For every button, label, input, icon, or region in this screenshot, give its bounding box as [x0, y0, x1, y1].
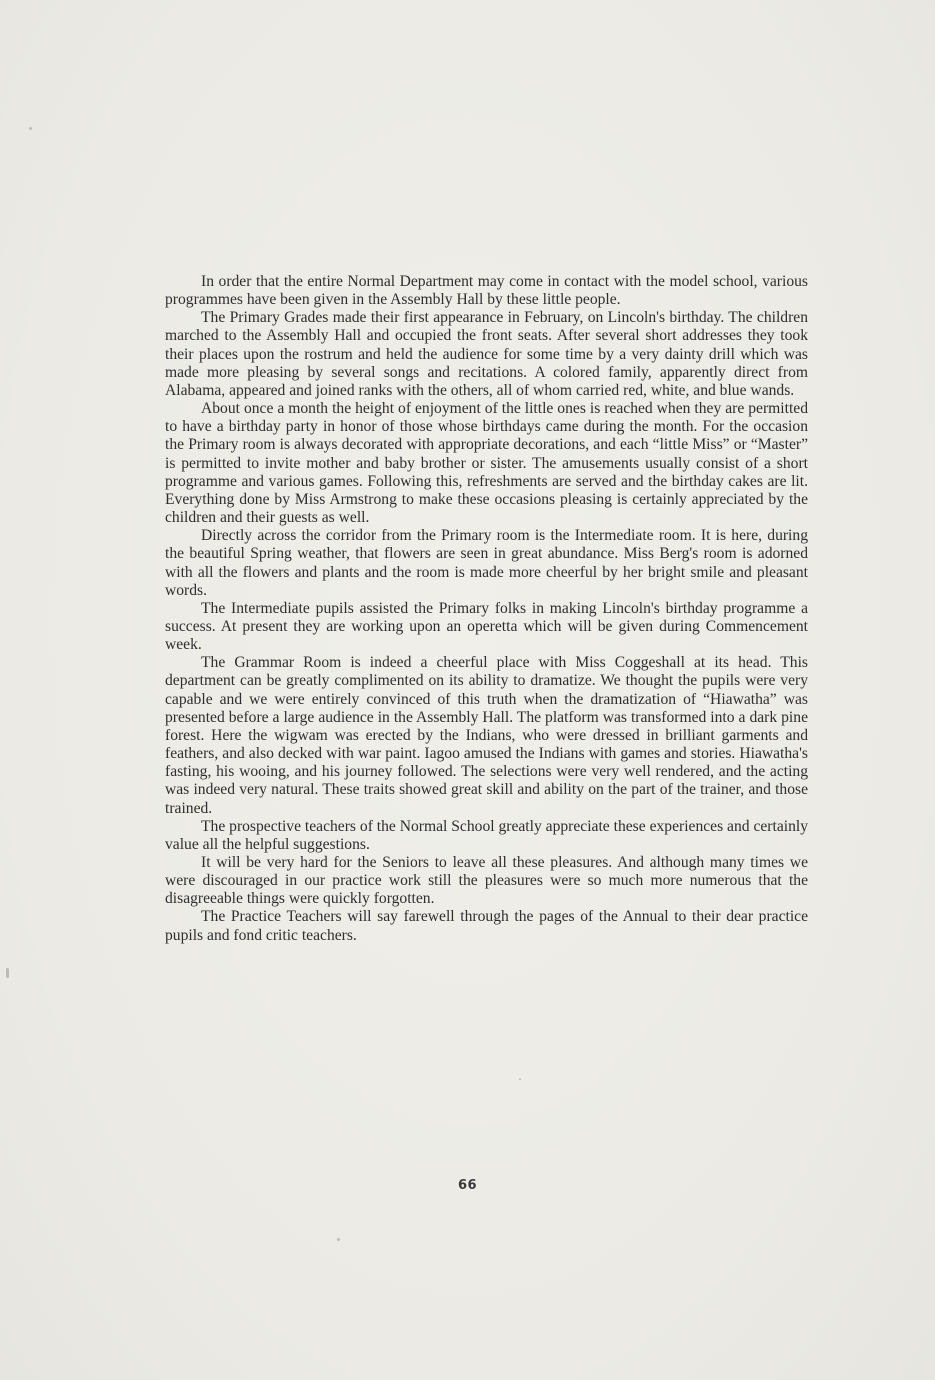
paragraph: In order that the entire Normal Department may come in contact with the model school, various programmes have been given in the Assembly Hall by these little people.: [165, 273, 808, 309]
paragraph: The Primary Grades made their first appearance in February, on Lincoln's birthday. The children marched to the Assembly Hall and occupied the front seats. After several short addresses they took their places upon the rostrum and held the audience for some time by a very dainty drill which was made more pleasing by several songs and recitations. A colored family, apparently direct from Alabama, appeared and joined ranks with the others, all of whom carried red, white, and blue wands.: [165, 309, 808, 399]
paragraph: The Intermediate pupils assisted the Primary folks in making Lincoln's birthday programme a success. At present they are working upon an operetta which will be given during Commencement week.: [165, 599, 808, 654]
paper-speck: [337, 1238, 340, 1241]
paragraph: About once a month the height of enjoyment of the little ones is reached when they are permitted to have a birthday party in honor of those whose birthdays came during the month. For the occasion the Primary room is always decorated with appropriate decorations, and each “little Miss” or “Master” is permitted to invite mother and baby brother or sister. The amusements usually consist of a short programme and various games. Following this, refreshments are served and the birthday cakes are lit. Everything done by Miss Armstrong to make these occasions pleasing is certainly appreciated by the children and their guests as well.: [165, 400, 808, 527]
paragraph: The Grammar Room is indeed a cheerful place with Miss Coggeshall at its head. This department can be greatly complimented on its ability to dramatize. We thought the pupils were very capable and we were entirely convinced of this truth when the dramatization of “Hiawatha” was presented before a large audience in the Assembly Hall. The platform was transformed into a dark pine forest. Here the wigwam was erected by the Indians, who were dressed in brilliant garments and feathers, and also decked with war paint. Iagoo amused the Indians with games and stories. Hiawatha's fasting, his wooing, and his journey followed. The selections were very well rendered, and the acting was indeed very natural. These traits showed great skill and ability on the part of the trainer, and those trained.: [165, 654, 808, 817]
paper-speck: [6, 968, 9, 978]
paragraph: The prospective teachers of the Normal School greatly appreciate these experiences and certainly value all the helpful suggestions.: [165, 817, 809, 853]
paragraph: The Practice Teachers will say farewell through the pages of the Annual to their dear practice pupils and fond critic teachers.: [165, 908, 808, 944]
paragraph: Directly across the corridor from the Primary room is the Intermediate room. It is here, during the beautiful Spring weather, that flowers are seen in great abundance. Miss Berg's room is adorned with all the flowers and plants and the room is made more cheerful by her bright smile and pleasant words.: [165, 527, 808, 599]
paper-speck: [29, 127, 32, 130]
paper-speck: [519, 1078, 521, 1080]
page-number: 66: [457, 1178, 478, 1193]
paragraph: It will be very hard for the Seniors to leave all these pleasures. And although many times we were discouraged in our practice work still the pleasures were so much more numerous that the disagreeable things were quickly forgotten.: [165, 854, 808, 908]
article-body: [165, 273, 808, 945]
